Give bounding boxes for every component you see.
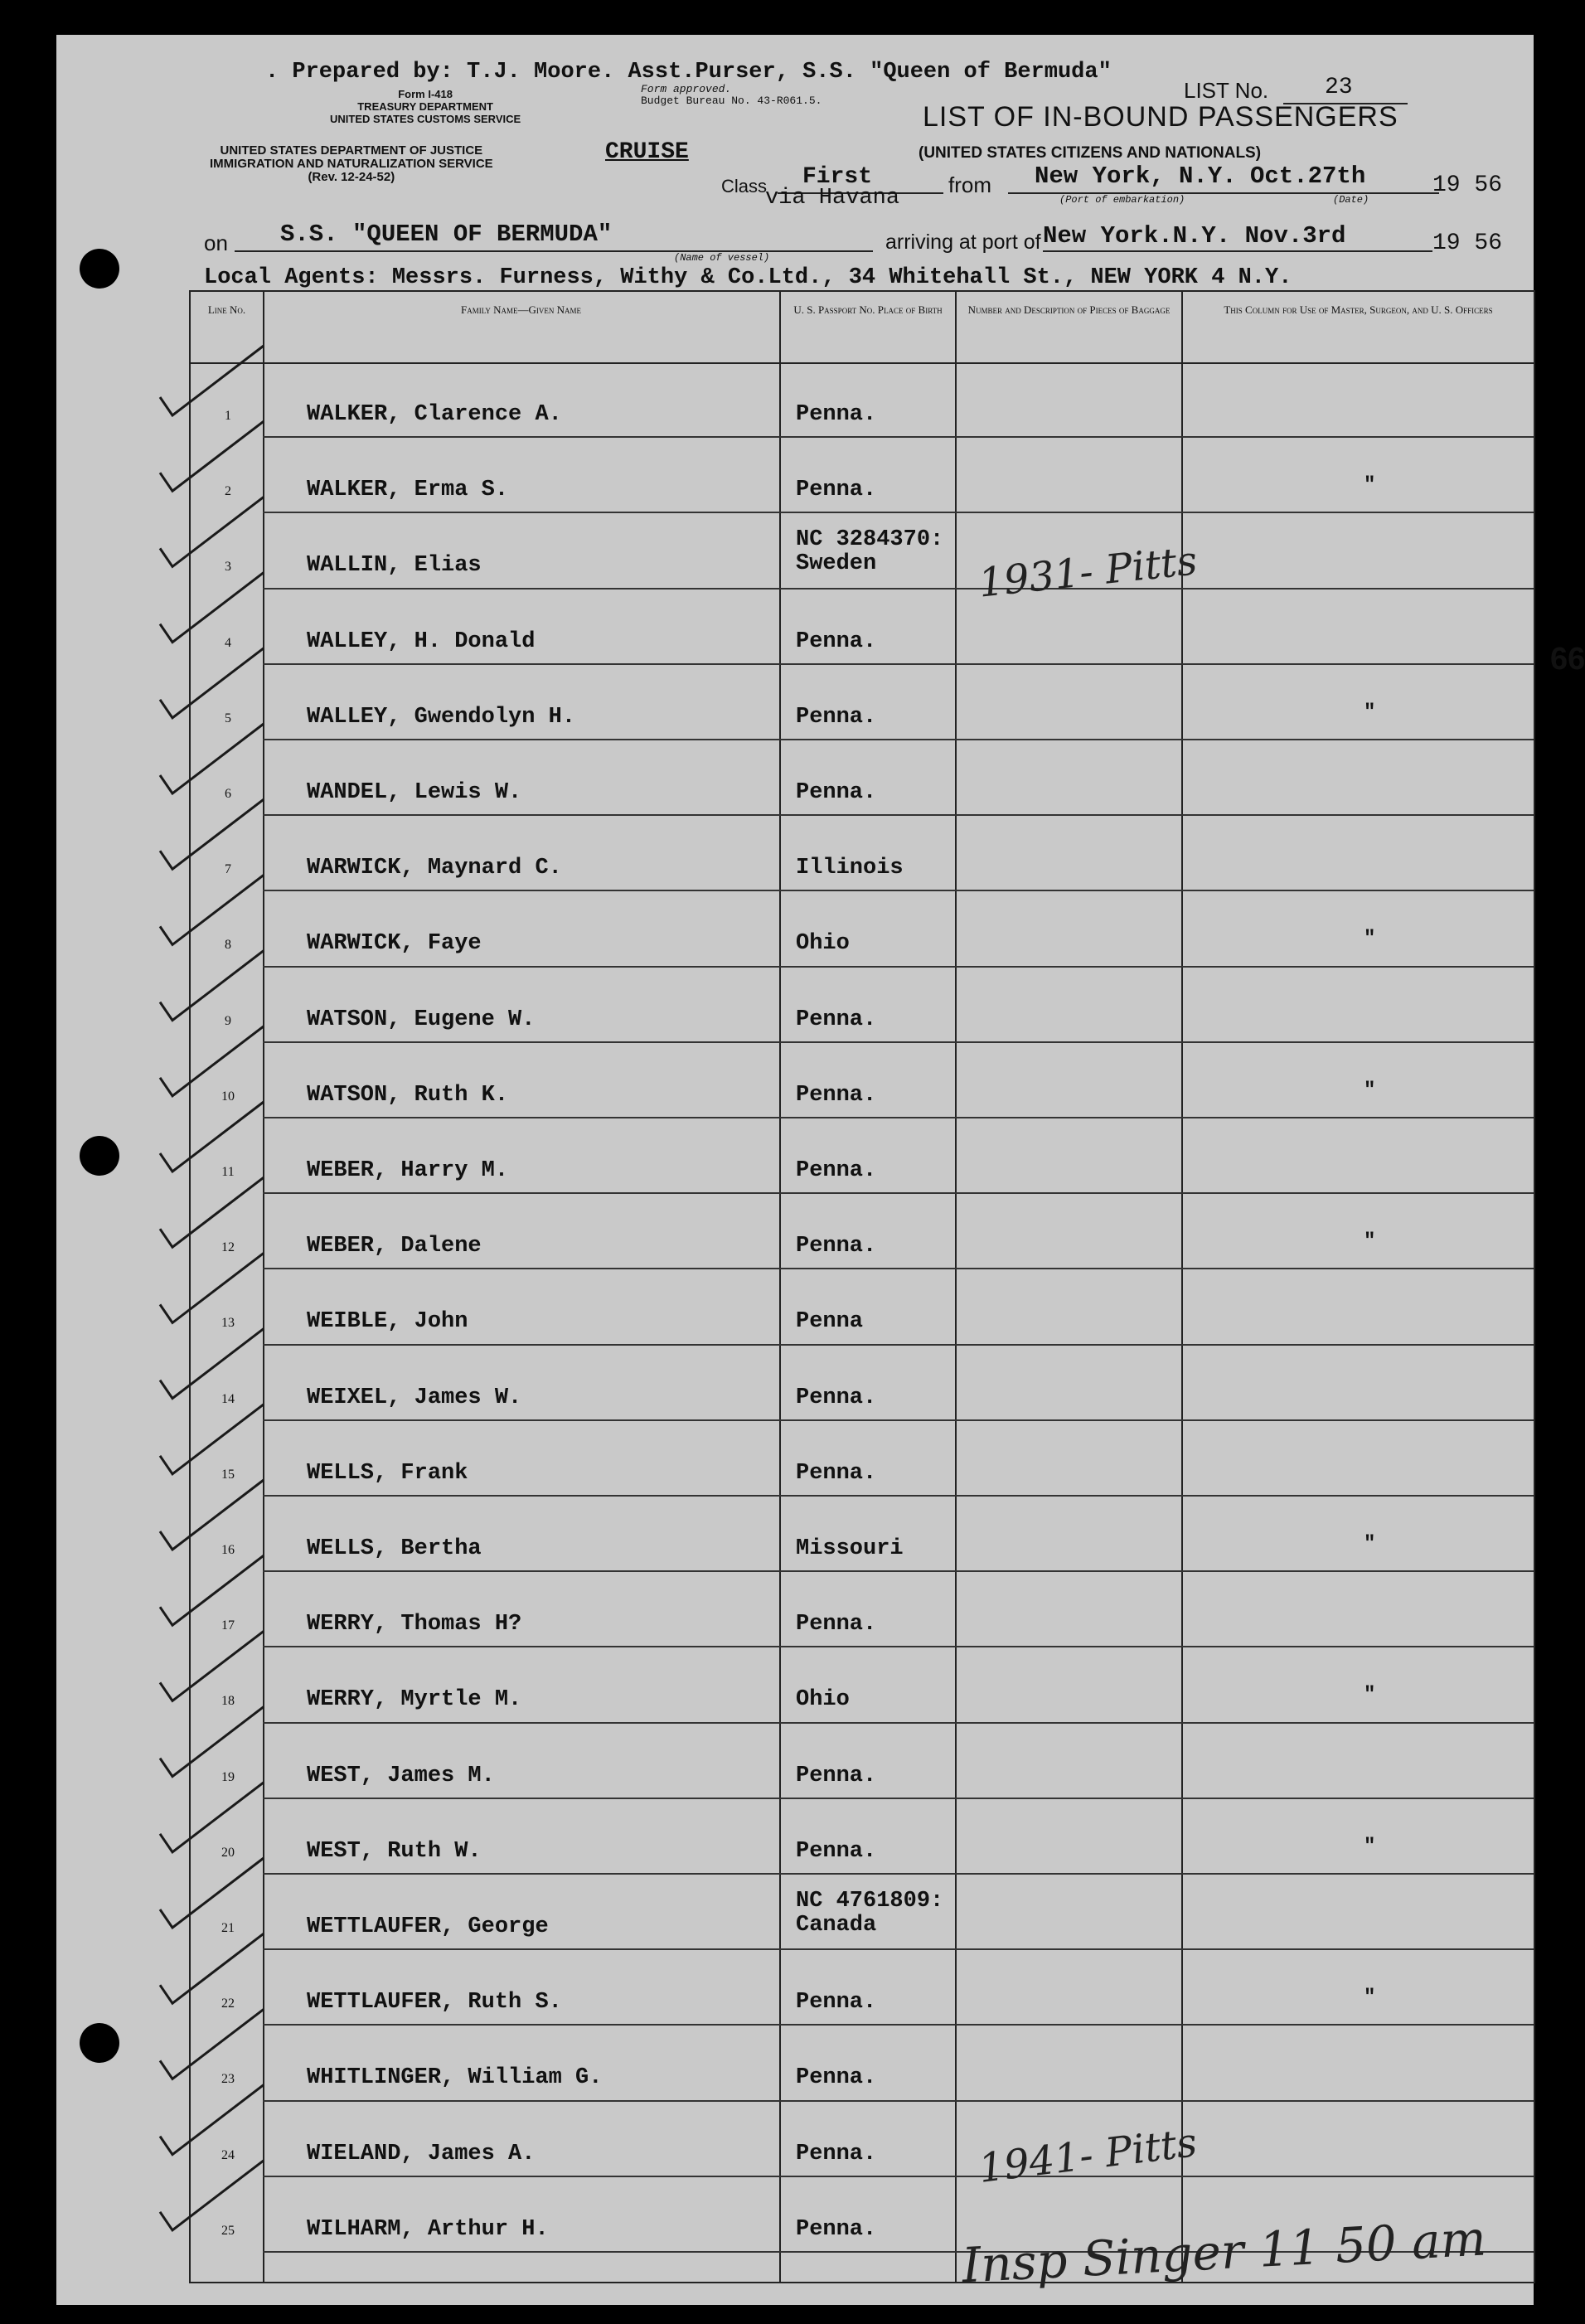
vessel-underline	[235, 250, 873, 252]
place-of-birth: Missouri	[796, 1536, 904, 1561]
passenger-name: WEIXEL, James W.	[307, 1385, 522, 1410]
table-row	[191, 1196, 1534, 1271]
place-of-birth: Penna.	[796, 1460, 877, 1486]
passenger-name: WEIBLE, John	[307, 1309, 468, 1335]
table-row	[191, 893, 1534, 968]
table-row	[191, 1725, 1534, 1801]
place-of-birth: Penna.	[796, 1838, 877, 1864]
table-row	[191, 1120, 1534, 1196]
line-number: 10	[221, 1089, 235, 1104]
header-family-name: Family Name—Given Name	[461, 303, 581, 316]
line-number: 18	[221, 1694, 235, 1709]
table-row	[191, 364, 1534, 439]
table-row	[191, 742, 1534, 818]
passenger-name: WANDEL, Lewis W.	[307, 780, 522, 805]
on-label: on	[204, 230, 228, 255]
line-number: 19	[221, 1769, 235, 1784]
ins-line: IMMIGRATION AND NATURALIZATION SERVICE	[210, 157, 493, 171]
place-of-birth: Penna.	[796, 1082, 877, 1108]
passenger-table	[189, 290, 1585, 2294]
local-agents: Local Agents: Messrs. Furness, Withy & Co.Ltd., 34 Whitehall St., NEW YORK 4 N.Y.	[204, 265, 1292, 290]
place-of-birth: NC 3284370: Sweden	[796, 527, 944, 577]
baggage-note-line-3: 1931- Pitts	[976, 537, 1200, 607]
place-of-birth: Ohio	[796, 931, 850, 957]
citizens-subtitle: (UNITED STATES CITIZENS AND NATIONALS)	[919, 144, 1262, 162]
passenger-name: WERRY, Thomas H?	[307, 1612, 522, 1637]
officer-mark: "	[1364, 474, 1376, 497]
arrival-port-date: New York.N.Y. Nov.3rd	[1043, 222, 1346, 250]
form-approved: Form approved.	[641, 83, 732, 95]
line-number: 23	[221, 2072, 235, 2087]
document-title: LIST OF IN-BOUND PASSENGERS	[923, 101, 1398, 133]
header-line-no: Line No.	[207, 303, 246, 316]
place-of-birth: Penna.	[796, 2065, 877, 2091]
officer-mark: "	[1364, 1835, 1376, 1858]
passenger-name: WEBER, Harry M.	[307, 1158, 509, 1183]
class-label: Class	[721, 176, 768, 196]
line-number: 16	[221, 1543, 235, 1557]
header-passport: U. S. Passport No. Place of Birth	[793, 303, 943, 316]
line-number: 17	[221, 1618, 235, 1633]
place-of-birth: NC 4761809: Canada	[796, 1889, 944, 1938]
officer-mark: "	[1364, 1684, 1376, 1707]
table-row	[191, 818, 1534, 893]
table-row	[191, 1347, 1534, 1423]
arrival-year: 19 56	[1432, 230, 1503, 256]
officer-mark: "	[1364, 1230, 1376, 1254]
passenger-count: 66	[1550, 642, 1585, 677]
place-of-birth: Penna.	[796, 478, 877, 503]
place-of-birth: Penna.	[796, 1385, 877, 1410]
line-number: 13	[221, 1316, 235, 1331]
line-number: 5	[225, 711, 231, 725]
customs-service: UNITED STATES CUSTOMS SERVICE	[330, 113, 521, 125]
line-number: 12	[221, 1240, 235, 1255]
passenger-name: WELLS, Frank	[307, 1460, 468, 1486]
embarkation-year: 19 56	[1432, 172, 1503, 198]
form-number: Form I-418	[398, 88, 453, 100]
table-row	[191, 2103, 1534, 2179]
table-row	[191, 515, 1534, 590]
passenger-name: WHITLINGER, William G.	[307, 2065, 603, 2091]
place-of-birth: Penna.	[796, 402, 877, 427]
officer-mark: "	[1364, 1079, 1376, 1102]
line-number: 25	[221, 2223, 235, 2238]
passenger-name: WILHARM, Arthur H.	[307, 2216, 549, 2242]
passenger-name: WALKER, Clarence A.	[307, 402, 562, 427]
passenger-name: WEST, James M.	[307, 1763, 495, 1788]
line-number: 8	[225, 938, 231, 953]
officer-mark: "	[1364, 701, 1376, 724]
place-of-birth: Penna	[796, 1309, 864, 1335]
class-value: First	[802, 164, 873, 190]
cruise-label: CRUISE	[605, 139, 689, 165]
passenger-name: WETTLAUFER, Ruth S.	[307, 1990, 562, 2016]
place-of-birth: Ohio	[796, 1687, 850, 1713]
list-no-value: 23	[1325, 75, 1353, 100]
date-caption: (Date)	[1333, 194, 1369, 206]
passenger-name: WEST, Ruth W.	[307, 1838, 482, 1864]
passenger-name: WALLIN, Elias	[307, 553, 482, 579]
vessel-caption: (Name of vessel)	[674, 252, 770, 264]
from-label: from	[948, 172, 991, 197]
line-number: 9	[225, 1013, 231, 1028]
arrival-underline	[1043, 250, 1432, 252]
line-number: 7	[225, 862, 231, 877]
table-row	[191, 1574, 1534, 1649]
line-number: 15	[221, 1467, 235, 1482]
punch-hole	[80, 2023, 119, 2063]
place-of-birth: Penna.	[796, 1990, 877, 2016]
inspector-signature: Insp Singer 11 50 am	[960, 2210, 1488, 2294]
header-baggage: Number and Description of Pieces of Baggage	[967, 303, 1171, 316]
passenger-name: WEBER, Dalene	[307, 1234, 482, 1259]
line-number: 11	[221, 1165, 235, 1179]
prepared-by: . Prepared by: T.J. Moore. Asst.Purser, S.S. "Queen of Bermuda"	[265, 60, 1112, 85]
punch-hole	[80, 1136, 119, 1176]
passenger-name: WELLS, Bertha	[307, 1536, 482, 1561]
doj-block	[210, 144, 493, 184]
passenger-name: WETTLAUFER, George	[307, 1914, 549, 1939]
line-number: 1	[225, 409, 231, 423]
table-row	[191, 1045, 1534, 1120]
line-number: 22	[221, 1997, 235, 2011]
punch-hole	[80, 249, 119, 289]
passenger-name: WALLEY, H. Donald	[307, 628, 536, 654]
treasury-department: TREASURY DEPARTMENT	[357, 100, 493, 113]
passenger-name: WATSON, Ruth K.	[307, 1082, 509, 1108]
vessel-name: S.S. "QUEEN OF BERMUDA"	[280, 221, 613, 248]
place-of-birth: Penna.	[796, 780, 877, 805]
passenger-name: WATSON, Eugene W.	[307, 1007, 536, 1032]
line-number: 4	[225, 635, 231, 650]
table-row	[191, 439, 1534, 515]
table-row	[191, 969, 1534, 1045]
line-number: 14	[221, 1391, 235, 1406]
passenger-name: WALKER, Erma S.	[307, 478, 509, 503]
table-row	[191, 1423, 1534, 1498]
table-row	[191, 1271, 1534, 1346]
arriving-label: arriving at port of	[885, 230, 1041, 254]
line-number: 24	[221, 2147, 235, 2162]
officer-mark: "	[1364, 928, 1376, 951]
table-row	[191, 1801, 1534, 1876]
line-number: 6	[225, 787, 231, 801]
passenger-name: WIELAND, James A.	[307, 2141, 536, 2166]
place-of-birth: Penna.	[796, 1234, 877, 1259]
table-row	[191, 667, 1534, 742]
line-number: 3	[225, 560, 231, 575]
form-block	[330, 88, 521, 125]
passenger-name: WARWICK, Faye	[307, 931, 482, 957]
line-number: 21	[221, 1921, 235, 1935]
place-of-birth: Penna.	[796, 1007, 877, 1032]
table-row	[191, 1498, 1534, 1574]
officer-mark: "	[1364, 1533, 1376, 1555]
embarkation-port-caption: (Port of embarkation)	[1059, 194, 1185, 206]
baggage-note-line-21: 1941- Pitts	[976, 2119, 1200, 2192]
passenger-name: WARWICK, Maynard C.	[307, 856, 562, 881]
table-row	[191, 1876, 1534, 1952]
line-number: 20	[221, 1845, 235, 1860]
table-row	[191, 591, 1534, 667]
budget-bureau: Budget Bureau No. 43-R061.5.	[641, 95, 822, 107]
place-of-birth: Penna.	[796, 628, 877, 654]
place-of-birth: Penna.	[796, 1763, 877, 1788]
rev-line: (Rev. 12-24-52)	[308, 170, 395, 184]
table-row	[191, 1952, 1534, 2027]
place-of-birth: Penna.	[796, 704, 877, 730]
embarkation-date: Oct.27th	[1250, 163, 1366, 190]
via-havana: via Havana	[765, 186, 900, 211]
place-of-birth: Penna.	[796, 1158, 877, 1183]
table-row	[191, 2027, 1534, 2103]
table-row	[191, 1649, 1534, 1725]
list-no-label: LIST No.	[1184, 78, 1269, 103]
doj-line: UNITED STATES DEPARTMENT OF JUSTICE	[220, 143, 483, 158]
embarkation-port: New York, N.Y.	[1035, 163, 1237, 190]
line-number: 2	[225, 484, 231, 499]
header-officers: This Column for Use of Master, Surgeon, and U. S. Officers	[1224, 303, 1493, 316]
place-of-birth: Illinois	[796, 856, 904, 881]
document-sheet	[56, 35, 1585, 2305]
place-of-birth: Penna.	[796, 2141, 877, 2166]
passenger-name: WALLEY, Gwendolyn H.	[307, 704, 576, 730]
place-of-birth: Penna.	[796, 2216, 877, 2242]
officer-mark: "	[1364, 1987, 1376, 2010]
passenger-name: WERRY, Myrtle M.	[307, 1687, 522, 1713]
place-of-birth: Penna.	[796, 1612, 877, 1637]
